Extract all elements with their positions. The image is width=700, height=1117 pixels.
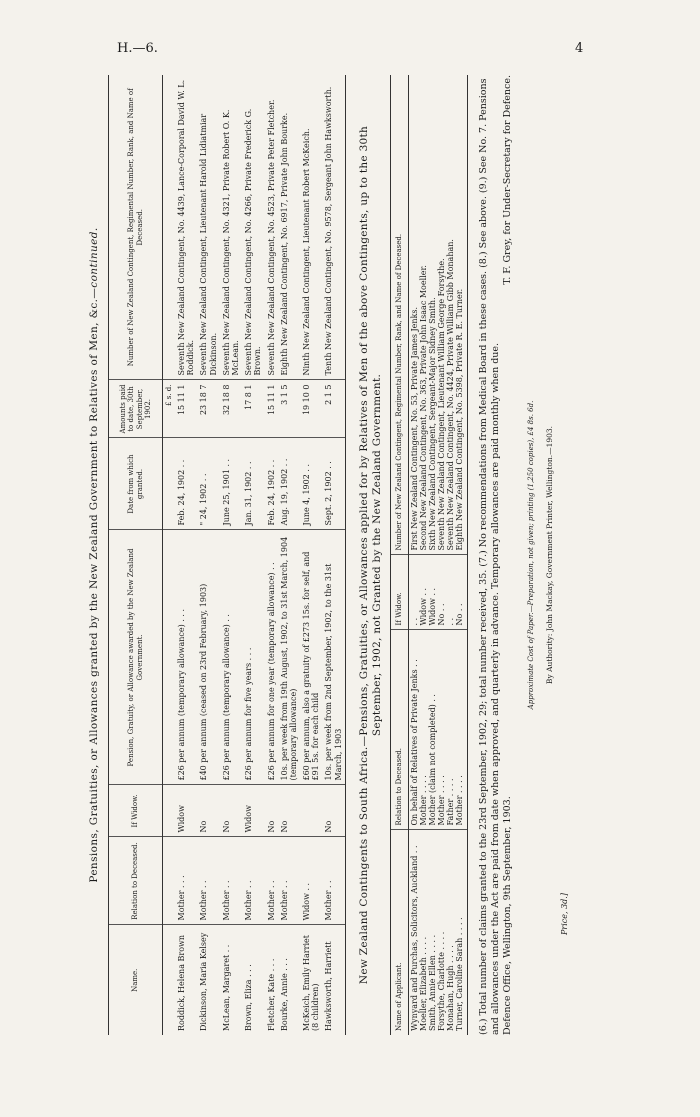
list-item: Mother . . . .	[419, 775, 429, 826]
cell-name: Hawksworth, Harriett	[322, 925, 345, 1035]
col-amount: Amounts paid to date, 30th September, 1902.	[109, 380, 163, 438]
table-row	[265, 75, 278, 1035]
cell-contingent: Seventh New Zealand Contingent, No. 4439, Lance-Corporal David W. L. Roddick.	[175, 75, 197, 380]
cell-widow	[300, 785, 322, 837]
cell-date: Feb. 24, 1902 . .	[265, 438, 278, 530]
table1-title-suffix: —continued.	[88, 227, 100, 299]
cell-widow: No	[278, 785, 300, 837]
cell-widow: No	[322, 785, 345, 837]
col-applicant: Name of Applicant.	[391, 830, 409, 1035]
list-item: Sixth New Zealand Contingent, Sergeant-Major Sidney Smith.	[428, 297, 438, 551]
cell-relation: Widow . .	[300, 837, 322, 925]
cell-pension: £26 per annum for five years . . .	[242, 530, 264, 785]
cell-amount: 15 11 1	[265, 380, 278, 438]
cell-contingent: Seventh New Zealand Contingent, Lieutenant Harold Lidiatmiar Dickinson.	[197, 75, 219, 380]
cost-note: Approximate Cost of Paper.—Preparation, not given; printing (1,250 copies), £4 8s. 6d.	[526, 400, 535, 710]
cell-date: June 25, 1901 . .	[220, 438, 242, 530]
col-pension: Pension, Gratuity, or Allowance awarded by the New Zealand Government.	[109, 530, 163, 785]
table1-title	[80, 75, 100, 1035]
cell-date: Jan. 31, 1902 . .	[242, 438, 264, 530]
list-item: . .	[445, 617, 455, 626]
cell-widow: Widow	[175, 785, 197, 837]
cell-date: Aug. 19, 1902 . .	[278, 438, 300, 530]
price: Price, 3d.]	[559, 893, 569, 935]
table-row	[197, 75, 219, 1035]
cell-relation: Mother . .	[197, 837, 219, 925]
table-row	[242, 75, 264, 1035]
office-dateline: Defence Office, Wellington, 9th September, 1903.	[501, 796, 513, 1035]
rotated-page-content	[80, 75, 580, 1035]
cell-pension: £60 per annum, also a gratuity of £273 15s. for self, and £91 5s. for each child	[300, 530, 322, 785]
page-number: 4	[575, 41, 584, 56]
cell-name: Bourke, Annie . . .	[279, 958, 289, 1031]
cell-name: Dickinson, Maria Kelsey	[199, 932, 209, 1031]
table-row	[322, 75, 345, 1035]
list-item: No . .	[436, 603, 446, 626]
list-item: Eighth New Zealand Contingent, No. 5398, Private R. E. Turner.	[454, 288, 464, 551]
cell-relation: Mother . .	[220, 837, 242, 925]
col-widow: If Widow.	[109, 785, 163, 837]
cell-name: Roddick, Helena Brown	[177, 934, 187, 1031]
col-name: Name.	[109, 925, 163, 1035]
cell-pension: £40 per annum (ceased on 23rd February, 1903)	[197, 530, 219, 785]
col-date: Date from which granted.	[109, 438, 163, 530]
cell-amount: 15 11 1	[175, 380, 197, 438]
cell-date: Feb. 24, 1902 . .	[175, 438, 197, 530]
list-item: Mother . . . .	[436, 775, 446, 826]
printer-authority: By Authority: John Mackay, Government Printer, Wellington.—1903.	[544, 425, 554, 685]
cell-pension: 10s. per week from 19th August, 1902, to 31st March, 1904 (temporary allowance)	[278, 530, 300, 785]
list-item: Widow . .	[419, 587, 429, 626]
cell-widow: Widow	[242, 785, 264, 837]
cell-contingent: Eighth New Zealand Contingent, No. 6917, Private John Bourke.	[278, 75, 300, 380]
cell-contingent: Tenth New Zealand Contingent, No. 9578, Sergeant John Hawksworth.	[322, 75, 345, 380]
cell-name: Fletcher, Kate . . .	[266, 958, 276, 1031]
cell-pension: 10s. per week from 2nd September, 1902, to the 31st March, 1903	[322, 530, 345, 785]
list-item: Second New Zealand Contingent, No. 363, Private John Isaac Moeller.	[419, 265, 429, 551]
col-contingent: Number of New Zealand Contingent, Regimental Number, Rank, and Name of Deceased.	[391, 75, 409, 555]
cell-contingent: Ninth New Zealand Contingent, Lieutenant Robert McKeich.	[300, 75, 322, 380]
relations-cell	[409, 630, 468, 830]
applicants-cell	[409, 830, 468, 1035]
list-item: . .	[410, 617, 420, 626]
col-contingent: Number of New Zealand Contingent, Regimental Number, Rank, and Name of Deceased.	[109, 75, 163, 380]
signature: T. F. Grey, for Under-Secretary for Defence.	[501, 75, 513, 285]
cell-widow: No	[197, 785, 219, 837]
cell-name: McLean, Margaret . .	[221, 944, 231, 1031]
col-widow: If Widow.	[391, 555, 409, 630]
cell-date: " 24, 1902 . .	[197, 438, 219, 530]
table-row	[220, 75, 242, 1035]
table-row	[278, 75, 300, 1035]
cell-date: June 4, 1902 . .	[300, 438, 322, 530]
list-item: Moeller, Elizabeth . . . .	[419, 936, 429, 1031]
cell-widow: No	[265, 785, 278, 837]
cell-amount: 23 18 7	[197, 380, 219, 438]
list-item: First New Zealand Contingent, No. 53, Private James Jenks.	[410, 306, 420, 551]
signature-line	[502, 75, 513, 1035]
cell-amount: 32 18 8	[220, 380, 242, 438]
notes-paragraph: (6.) Total number of claims granted to the 23rd September, 1902, 29; total number received, 35. (7.) No recommendations from Medical Board in these cases. (8.) See above. (9.) See No. 7. Pensions and allowances under the Act are paid from date when approved, and quarterly in advance. Temporary allowances are paid monthly when due.	[477, 78, 501, 1035]
cell-pension: £26 per annum (temporary allowance) . .	[220, 530, 242, 785]
page-code: H.—6.	[117, 41, 158, 56]
cell-relation: Mother . .	[242, 837, 264, 925]
table2-title: New Zealand Contingents to South Africa.—Pensions, Gratuities, or Allowances applied for by Relatives of Men of the above Contingents, up to the 30th September, 1902, not Granted by the New Zealand Government.	[357, 125, 383, 985]
table-row	[300, 75, 322, 1035]
table1-title-text: Pensions, Gratuities, or Allowances granted by the New Zealand Government to Relatives of Men, &c.	[88, 298, 100, 883]
cell-contingent: Seventh New Zealand Contingent, No. 4523, Private Peter Fletcher.	[265, 75, 278, 380]
cell-date: Sept. 2, 1902 . .	[322, 438, 345, 530]
cell-name: Brown, Eliza . . .	[244, 964, 254, 1031]
contingents-cell	[409, 75, 468, 555]
table-row	[409, 75, 468, 1035]
cell-pension: £26 per annum for one year (temporary allowance) . .	[265, 530, 278, 785]
claims-not-granted-table	[390, 75, 468, 1035]
widows-cell	[409, 555, 468, 630]
cell-amount: 2 1 5	[322, 380, 345, 438]
amount-units: £ s. d.	[163, 380, 176, 438]
cell-relation: Mother . . .	[175, 837, 197, 925]
table-row	[175, 75, 197, 1035]
list-item: Forsythe, Charlotte . . . .	[436, 931, 446, 1031]
cell-name: McKeich, Emily Harriet (8 children)	[302, 935, 321, 1031]
cell-amount: 19 10 0	[300, 380, 322, 438]
list-item: Widow . .	[428, 587, 438, 626]
list-item: On behalf of Relatives of Private Jenks . .	[410, 659, 420, 826]
list-item: Mother . . . .	[454, 775, 464, 826]
cell-contingent: Seventh New Zealand Contingent, No. 4321, Private Robert O. K. McLean.	[220, 75, 242, 380]
list-item: Turner, Caroline Sarah . . . .	[454, 917, 464, 1031]
list-item: Father . . . .	[445, 778, 455, 826]
list-item: Seventh New Zealand Contingent, Lieutenant William George Forsythe.	[436, 258, 446, 551]
list-item: Seventh New Zealand Contingent, No. 4424, Private William Gibb Monahan.	[445, 239, 455, 551]
cell-widow: No	[220, 785, 242, 837]
pensions-granted-table	[108, 75, 346, 1035]
cell-amount: 17 8 1	[242, 380, 264, 438]
cell-relation: Mother . .	[265, 837, 278, 925]
list-item: Wynyard and Purchas, Solicitors, Auckland . .	[410, 845, 420, 1031]
cell-relation: Mother . .	[278, 837, 300, 925]
list-item: Mother (claim not completed) . .	[428, 694, 438, 826]
list-item: Smith, Annie Ellen . . . .	[428, 934, 438, 1031]
col-relation: Relation to Deceased.	[391, 630, 409, 830]
cell-pension: £26 per annum (temporary allowance) . . .	[175, 530, 197, 785]
list-item: No . .	[454, 603, 464, 626]
cell-amount: 3 1 5	[278, 380, 300, 438]
cell-relation: Mother . .	[322, 837, 345, 925]
col-relation: Relation to Deceased.	[109, 837, 163, 925]
cell-contingent: Seventh New Zealand Contingent, No. 4266, Private Frederick G. Brown.	[242, 75, 264, 380]
list-item: Monahan, Hugh . . . .	[445, 945, 455, 1031]
